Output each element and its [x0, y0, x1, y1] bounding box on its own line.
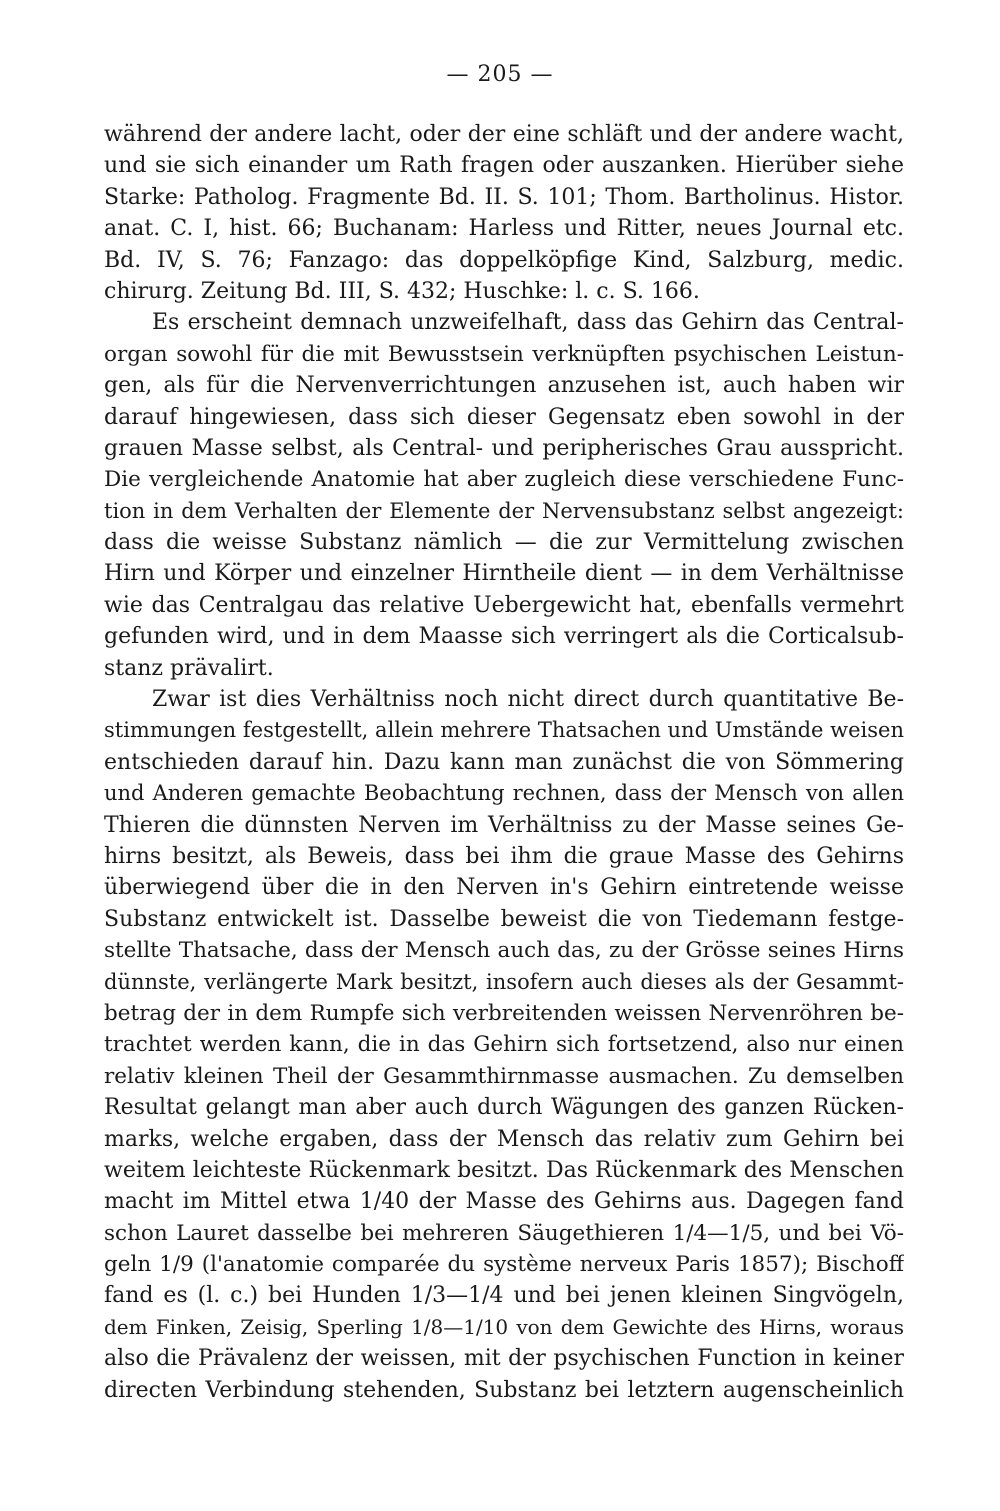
- text-line: also die Prävalenz der weissen, mit der psychischen Function in keiner: [104, 1346, 904, 1372]
- text-line: überwiegend über die in den Nerven in's Gehirn eintretende weisse: [104, 875, 904, 901]
- text-line: und sie sich einander um Rath fragen oder auszanken. Hierüber siehe: [104, 153, 904, 179]
- paragraph: [104, 307, 904, 684]
- text-line: grauen Masse selbst, als Central- und peripherisches Grau ausspricht.: [104, 435, 904, 461]
- text-line: wie das Centralgau das relative Uebergewicht hat, ebenfalls vermehrt: [104, 592, 904, 618]
- paragraph: [104, 684, 904, 1406]
- text-line: gefunden wird, und in dem Maasse sich verringert als die Corticalsub-: [104, 624, 904, 650]
- text-line: relativ kleinen Theil der Gesammthirnmasse ausmachen. Zu demselben: [104, 1063, 904, 1089]
- text-line: anat. C. I, hist. 66; Buchanam: Harless und Ritter, neues Journal etc.: [104, 216, 904, 242]
- text-line: dünnste, verlängerte Mark besitzt, insofern auch dieses als der Gesammt-: [104, 969, 904, 994]
- text-line: und Anderen gemachte Beobachtung rechnen, dass der Mensch von allen: [104, 781, 904, 806]
- text-line: chirurg. Zeitung Bd. III, S. 432; Huschke: l. c. S. 166.: [104, 278, 700, 304]
- text-line: dass die weisse Substanz nämlich — die zur Vermittelung zwischen: [104, 530, 904, 556]
- body-text: [104, 119, 904, 1406]
- text-line: Es erscheint demnach unzweifelhaft, dass das Gehirn das Central-: [152, 310, 904, 336]
- text-line: Starke: Patholog. Fragmente Bd. II. S. 101; Thom. Bartholinus. Histor.: [104, 184, 904, 210]
- text-line: trachtet werden kann, die in das Gehirn sich fortsetzend, also nur einen: [104, 1032, 904, 1058]
- text-line: Bd. IV, S. 76; Fanzago: das doppelköpfige Kind, Salzburg, medic.: [104, 247, 904, 273]
- text-line: weitem leichteste Rückenmark besitzt. Das Rückenmark des Menschen: [104, 1157, 904, 1183]
- text-line: directen Verbindung stehenden, Substanz bei letztern augenscheinlich: [104, 1377, 904, 1403]
- text-line: während der andere lacht, oder der eine schläft und der andere wacht,: [104, 122, 904, 147]
- text-line: Thieren die dünnsten Nerven im Verhältniss zu der Masse seines Ge-: [104, 812, 904, 838]
- text-line: hirns besitzt, als Beweis, dass bei ihm die graue Masse des Gehirns: [104, 843, 904, 869]
- text-line: tion in dem Verhalten der Elemente der Nervensubstanz selbst angezeigt:: [104, 498, 904, 523]
- text-line: Substanz entwickelt ist. Dasselbe beweist die von Tiedemann festge-: [104, 906, 904, 932]
- text-line: schon Lauret dasselbe bei mehreren Säugethieren 1/4—1/5, und bei Vö-: [104, 1220, 904, 1246]
- text-line: Die vergleichende Anatomie hat aber zugleich diese verschiedene Func-: [104, 467, 904, 493]
- text-line: marks, welche ergaben, dass der Mensch das relativ zum Gehirn bei: [104, 1126, 904, 1152]
- text-line: geln 1/9 (l'anatomie comparée du système nerveux Paris 1857); Bischoff: [104, 1252, 904, 1278]
- text-line: dem Finken, Zeisig, Sperling 1/8—1/10 von dem Gewichte des Hirns, woraus: [104, 1314, 904, 1339]
- text-line: organ sowohl für die mit Bewusstsein verknüpften psychischen Leistun-: [104, 341, 904, 367]
- text-line: fand es (l. c.) bei Hunden 1/3—1/4 und bei jenen kleinen Singvögeln,: [104, 1283, 904, 1309]
- text-line: betrag der in dem Rumpfe sich verbreitenden weissen Nervenröhren be-: [104, 1000, 904, 1026]
- text-line: gen, als für die Nervenverrichtungen anzusehen ist, auch haben wir: [104, 373, 904, 399]
- text-line: Resultat gelangt man aber auch durch Wägungen des ganzen Rücken-: [104, 1095, 904, 1121]
- text-line: stimmungen festgestellt, allein mehrere Thatsachen und Umstände weisen: [104, 718, 904, 743]
- page-number: — 205 —: [446, 62, 554, 87]
- text-line: Hirn und Körper und einzelner Hirntheile dient — in dem Verhältnisse: [104, 561, 904, 587]
- text-line: Zwar ist dies Verhältniss noch nicht direct durch quantitative Be-: [152, 687, 904, 713]
- text-line: stellte Thatsache, dass der Mensch auch das, zu der Grösse seines Hirns: [104, 938, 904, 964]
- text-line: macht im Mittel etwa 1/40 der Masse des Gehirns aus. Dagegen fand: [104, 1189, 904, 1215]
- text-line: entschieden darauf hin. Dazu kann man zunächst die von Sömmering: [104, 749, 904, 775]
- text-line: stanz prävalirt.: [104, 655, 274, 681]
- paragraph: [104, 119, 904, 307]
- text-line: darauf hingewiesen, dass sich dieser Gegensatz eben sowohl in der: [104, 404, 904, 430]
